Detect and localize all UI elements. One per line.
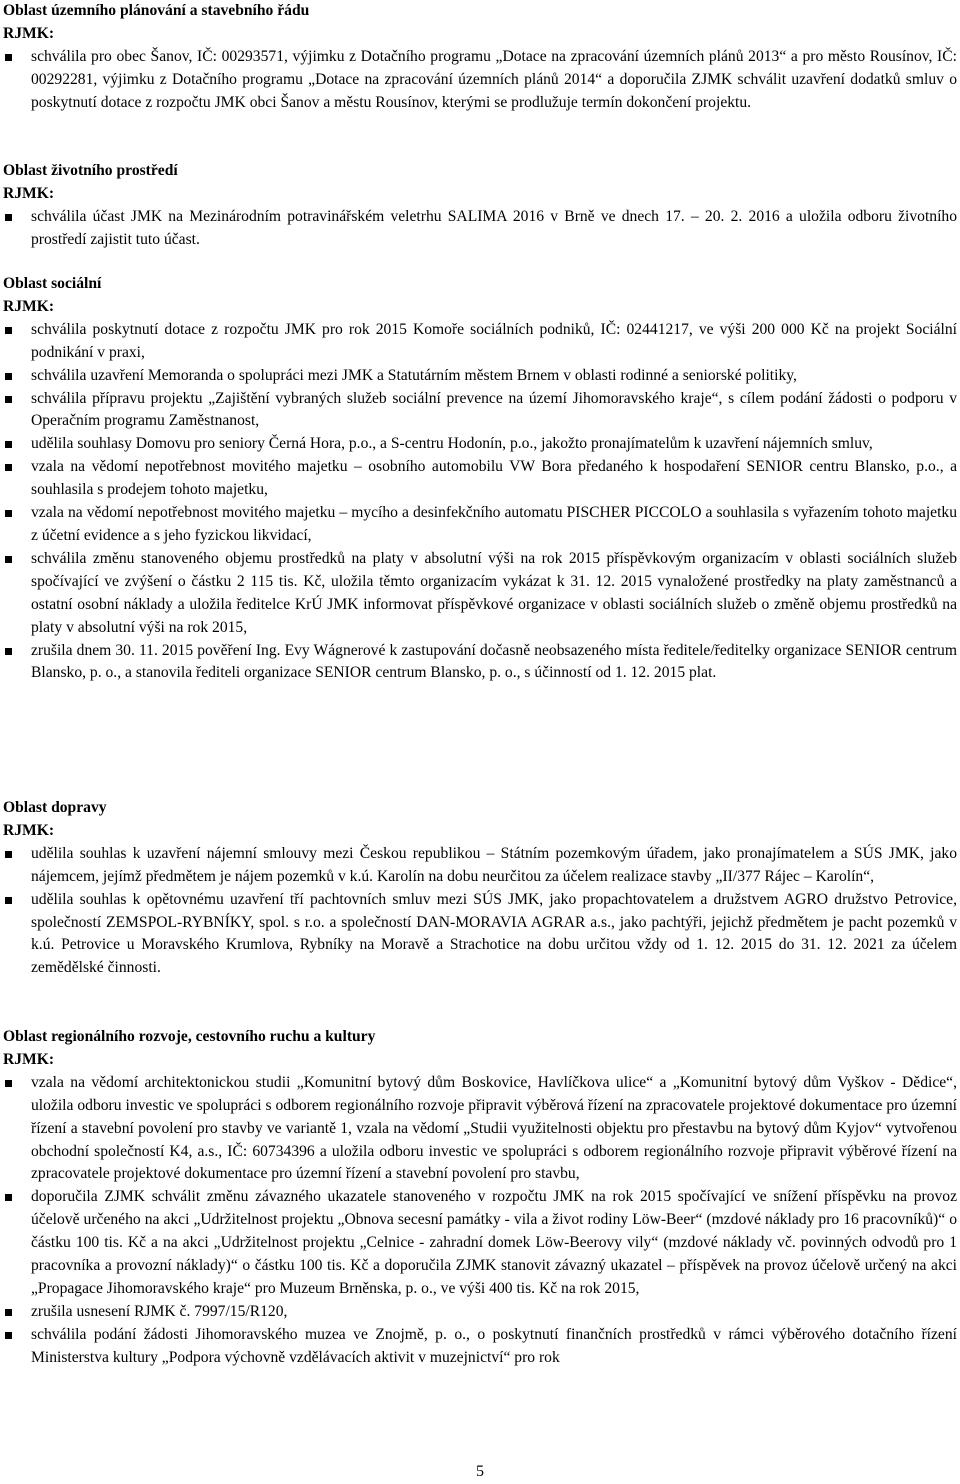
section-label: RJMK: — [3, 821, 55, 839]
section-heading: Oblast dopravy — [3, 799, 107, 816]
section-label: RJMK: — [3, 297, 55, 315]
list-item-text: schválila podání žádosti Jihomoravského muzea ve Znojmě, p. o., o poskytnutí finančních prostředků v rámci výběrového dotačního řízení Ministerstva kultury „Podpora výchovně vzdělávacích aktivit v muzejnictví“ pro rok — [31, 1325, 957, 1366]
square-bullet-icon — [5, 897, 12, 904]
list-item — [3, 1324, 957, 1370]
square-bullet-icon — [5, 510, 12, 517]
list-item — [3, 548, 957, 640]
list-item — [3, 843, 957, 889]
list-item-text: vzala na vědomí nepotřebnost movitého majetku – osobního automobilu VW Bora předaného k hospodaření SENIOR centru Blansko, p.o., a souhlasila s prodejem tohoto majetku, — [31, 458, 957, 499]
section-heading: Oblast regionálního rozvoje, cestovního ruchu a kultury — [3, 1028, 376, 1045]
list-item — [3, 502, 957, 548]
list-item-text: doporučila ZJMK schválit změnu závazného ukazatele stanoveného v rozpočtu JMK na rok 2015 spočívající ve snížení příspěvku na provoz účelově určeného na akci „Udržitelnost projektu „Obnova secesní památky - vila a život rodiny Löw-Beer“ (mzdové náklady pro 16 pracovníků)“ o částku 100 tis. Kč a na akci „Udržitelnost projektu „Celnice - zahradní domek Löw-Beerovy vily“ (mzdové náklady vč. povinných odvodů pro 1 pracovníka a provozní náklady)“ o částku 100 tis. Kč a doporučila ZJMK stanovit závazný ukazatel – příspěvek na provoz účelově určený na akci „Propagace Jihomoravského kraje“ pro Muzeum Brněnska, p. o., ve výši 400 tis. Kč na rok 2015, — [31, 1188, 957, 1297]
list-item — [3, 889, 957, 981]
square-bullet-icon — [5, 327, 12, 334]
square-bullet-icon — [5, 441, 12, 448]
list-item — [3, 456, 957, 502]
square-bullet-icon — [5, 464, 12, 471]
list-item-text: schválila uzavření Memoranda o spolupráci mezi JMK a Statutárním městem Brnem v oblasti rodinné a seniorské politiky, — [31, 366, 797, 384]
square-bullet-icon — [5, 1309, 12, 1316]
resolution-list — [3, 46, 957, 115]
section-heading: Oblast životního prostředí — [3, 162, 178, 179]
square-bullet-icon — [5, 1194, 12, 1201]
section-socialni — [3, 273, 957, 685]
list-item-text: zrušila dnem 30. 11. 2015 pověření Ing. Evy Wágnerové k zastupování dočasně neobsazeného místa ředitele/ředitelky organizace SENIOR centrum Blansko, p. o., a stanovila řediteli organizace SENIOR centrum Blansko, p. o., s účinností od 1. 12. 2015 plat. — [31, 641, 957, 682]
list-item-text: udělila souhlas k uzavření nájemní smlouvy mezi Českou republikou – Státním pozemkovým úřadem, jako pronajímatelem a SÚS JMK, jako nájemcem, jejímž předmětem je nájem pozemků v k.ú. Karolín na dobu neurčitou za účelem realizace stavby „II/377 Rájec – Karolín“, — [31, 844, 957, 885]
section-doprava — [3, 797, 957, 980]
square-bullet-icon — [5, 1332, 12, 1339]
section-regionalni-rozvoj — [3, 1026, 957, 1370]
list-item-text: schválila pro obec Šanov, IČ: 00293571, výjimku z Dotačního programu „Dotace na zpracování územních plánů 2013“ a pro město Rousínov, IČ: 00292281, výjimku z Dotačního programu „Dotace na zpracování územních plánů 2014“ a doporučila ZJMK schválit uzavření dodatků smluv o poskytnutí dotace z rozpočtu JMK obci Šanov a městu Rousínov, kterými se prodlužuje termín dokončení projektu. — [31, 47, 957, 111]
list-item — [3, 319, 957, 365]
list-item-text: zrušila usnesení RJMK č. 7997/15/R120, — [31, 1302, 288, 1320]
list-item-text: schválila poskytnutí dotace z rozpočtu JMK pro rok 2015 Komoře sociálních podniků, IČ: 02441217, ve výši 200 000 Kč na projekt Sociální podnikání v praxi, — [31, 320, 957, 361]
square-bullet-icon — [5, 373, 12, 380]
square-bullet-icon — [5, 648, 12, 655]
list-item — [3, 46, 957, 115]
section-label: RJMK: — [3, 184, 55, 202]
resolution-list — [3, 319, 957, 686]
list-item — [3, 1186, 957, 1301]
list-item — [3, 640, 957, 686]
page-number: 5 — [476, 1463, 484, 1480]
section-label: RJMK: — [3, 24, 55, 42]
list-item — [3, 1072, 957, 1187]
list-item — [3, 365, 957, 388]
list-item-text: schválila účast JMK na Mezinárodním potravinářském veletrhu SALIMA 2016 v Brně ve dnech 17. – 20. 2. 2016 a uložila odboru životního prostředí zajistit tuto účast. — [31, 207, 957, 248]
square-bullet-icon — [5, 54, 12, 61]
square-bullet-icon — [5, 1080, 12, 1087]
resolution-list — [3, 843, 957, 980]
resolution-list — [3, 206, 957, 252]
list-item-text: vzala na vědomí nepotřebnost movitého majetku – mycího a desinfekčního automatu PISCHER PICCOLO a souhlasila s vyřazením tohoto majetku z účetní evidence a s jeho fyzickou likvidací, — [31, 504, 957, 544]
square-bullet-icon — [5, 214, 12, 221]
list-item-text: schválila změnu stanoveného objemu prostředků na platy v absolutní výši na rok 2015 příspěvkovým organizacím v oblasti sociálních služeb spočívající ve zvýšení o částku 2 115 tis. Kč, uložila těmto organizacím vykázat k 31. 12. 2015 vynaložené prostředky na platy zaměstnanců a ostatní osobní náklady a uložila ředitelce KrÚ JMK informovat příspěvkové organizace v oblasti sociálních služeb o změně objemu prostředků na platy v absolutní výši na rok 2015, — [31, 549, 957, 636]
list-item-text: udělila souhlasy Domovu pro seniory Černá Hora, p.o., a S-centru Hodonín, p.o., jakožto pronajímatelům k uzavření nájemních smluv, — [31, 435, 873, 453]
list-item — [3, 1301, 957, 1324]
section-heading: Oblast sociální — [3, 275, 102, 292]
square-bullet-icon — [5, 396, 12, 403]
list-item-text: vzala na vědomí architektonickou studii „Komunitní bytový dům Boskovice, Havlíčkova ulice“ a „Komunitní bytový dům Vyškov - Dědice“, uložila odboru investic ve spolupráci s odborem regionálního rozvoje připravit výběrová řízení na zpracovatele projektové dokumentace pro územní řízení a stavební povolení pro stavby ve variantě 1, vzala na vědomí „Studii využitelnosti objektu pro přestavbu na bytový dům Kyjov“ vytvořenou obchodní společností K4, a.s., IČ: 60734396 a uložila odboru investic ve spolupráci s odborem regionálního rozvoje připravit výběrové řízení na zpracovatele projektové dokumentace pro územní řízení a stavební povolení pro stavbu, — [31, 1073, 957, 1183]
square-bullet-icon — [5, 556, 12, 563]
section-heading: Oblast územního plánování a stavebního řádu — [3, 2, 310, 19]
resolution-list — [3, 1072, 957, 1370]
square-bullet-icon — [5, 851, 12, 858]
section-zivotni-prostredi — [3, 160, 957, 252]
section-uzemni-planovani — [3, 0, 957, 115]
list-item — [3, 388, 957, 434]
list-item — [3, 206, 957, 252]
list-item — [3, 433, 957, 456]
list-item-text: udělila souhlas k opětovnému uzavření tří pachtovních smluv mezi SÚS JMK, jako propachtovatelem a družstvem AGRO družstvo Petrovice, společností ZEMSPOL-RYBNÍKY, spol. s r.o. a společností DAN-MORAVIA AGRAR a.s., jako pachtýři, jejichž předmětem je pacht pozemků v k.ú. Petrovice u Moravského Krumlova, Rybníky na Moravě a Strachotice na dobu určitou vždy od 1. 12. 2015 do 31. 12. 2021 za účelem zemědělské činnosti. — [31, 890, 957, 977]
list-item-text: schválila přípravu projektu „Zajištění vybraných služeb sociální prevence na území Jihomoravského kraje“, s cílem podání žádosti o podporu v Operačním programu Zaměstnanost, — [31, 389, 957, 430]
section-label: RJMK: — [3, 1050, 55, 1068]
